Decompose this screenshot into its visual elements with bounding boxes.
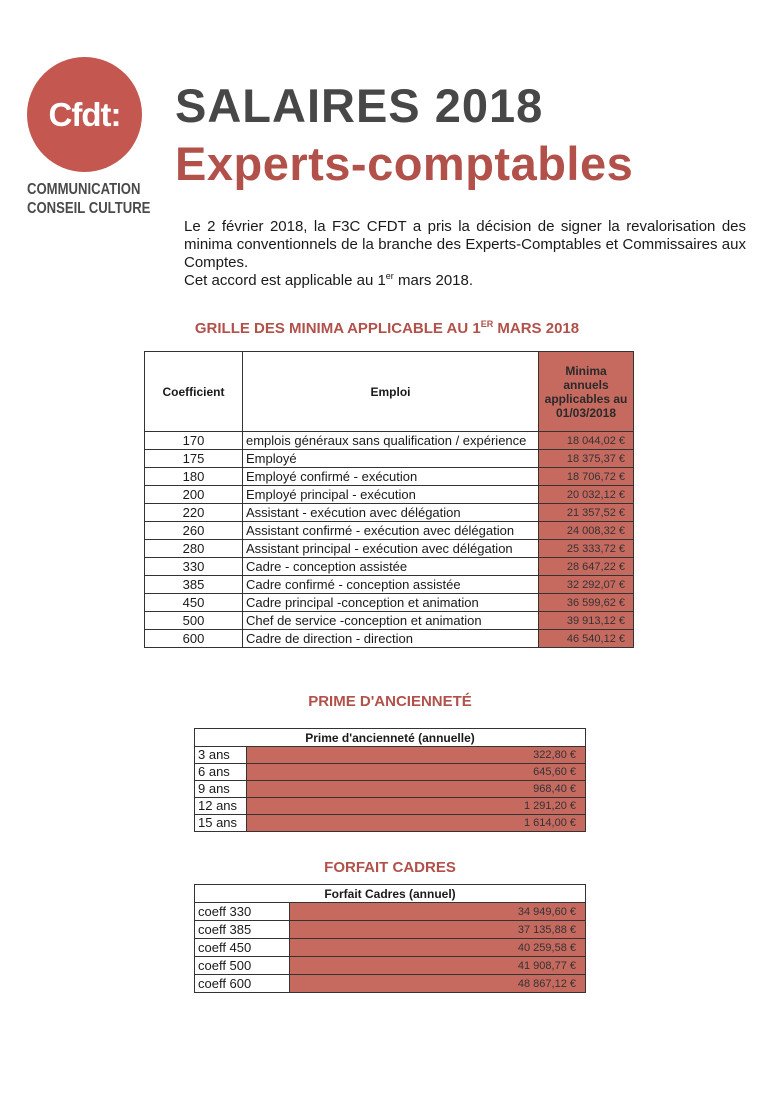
- grille-row: [145, 432, 634, 450]
- grille-row: [145, 468, 634, 486]
- emploi-cell: Assistant confirmé - exécution avec délégation: [243, 522, 539, 540]
- applicable-prefix: Cet accord est applicable au 1: [184, 272, 386, 289]
- prime-row: [195, 781, 586, 798]
- forfait-row: [195, 903, 586, 921]
- grille-title-suffix: MARS 2018: [493, 320, 580, 337]
- logo-text: Cfdt:: [48, 95, 121, 133]
- minima-cell: 21 357,52 €: [539, 504, 634, 522]
- minima-cell: 32 292,07 €: [539, 576, 634, 594]
- forfait-header: Forfait Cadres (annuel): [195, 885, 586, 903]
- grille-table: [144, 351, 634, 648]
- minima-cell: 18 044,02 €: [539, 432, 634, 450]
- grille-row: [145, 504, 634, 522]
- grille-title: [144, 320, 630, 337]
- coefficient-cell: 450: [145, 594, 243, 612]
- emploi-cell: Cadre confirmé - conception assistée: [243, 576, 539, 594]
- grille-body: [145, 432, 634, 648]
- prime-label-cell: 12 ans: [195, 798, 247, 815]
- prime-value-cell: 322,80 €: [247, 747, 586, 764]
- prime-label-cell: 6 ans: [195, 764, 247, 781]
- grille-title-prefix: GRILLE DES MINIMA APPLICABLE AU 1: [194, 320, 481, 337]
- forfait-value-cell: 48 867,12 €: [290, 975, 586, 993]
- prime-value-cell: 1 291,20 €: [247, 798, 586, 815]
- grille-row: [145, 612, 634, 630]
- emploi-cell: emplois généraux sans qualification / expérience: [243, 432, 539, 450]
- coefficient-cell: 330: [145, 558, 243, 576]
- applicable-suffix: mars 2018.: [393, 272, 474, 289]
- emploi-cell: Employé confirmé - exécution: [243, 468, 539, 486]
- forfait-label-cell: coeff 600: [195, 975, 290, 993]
- logo-subtitle-line1: COMMUNICATION: [27, 181, 141, 198]
- forfait-value-cell: 40 259,58 €: [290, 939, 586, 957]
- minima-cell: 18 375,37 €: [539, 450, 634, 468]
- forfait-value-cell: 41 908,77 €: [290, 957, 586, 975]
- intro-text: [184, 218, 746, 290]
- prime-label-cell: 3 ans: [195, 747, 247, 764]
- coefficient-cell: 280: [145, 540, 243, 558]
- prime-header: Prime d'ancienneté (annuelle): [195, 729, 586, 747]
- emploi-cell: Cadre - conception assistée: [243, 558, 539, 576]
- emploi-cell: Cadre de direction - direction: [243, 630, 539, 648]
- emploi-cell: Chef de service -conception et animation: [243, 612, 539, 630]
- coefficient-cell: 180: [145, 468, 243, 486]
- forfait-value-cell: 34 949,60 €: [290, 903, 586, 921]
- header-emploi: Emploi: [243, 352, 539, 432]
- minima-cell: 24 008,32 €: [539, 522, 634, 540]
- page-title: SALAIRES 2018: [175, 79, 544, 132]
- prime-row: [195, 815, 586, 832]
- forfait-row: [195, 975, 586, 993]
- minima-cell: 20 032,12 €: [539, 486, 634, 504]
- grille-row: [145, 540, 634, 558]
- prime-value-cell: 645,60 €: [247, 764, 586, 781]
- forfait-value-cell: 37 135,88 €: [290, 921, 586, 939]
- grille-row: [145, 594, 634, 612]
- prime-row: [195, 798, 586, 815]
- minima-cell: 18 706,72 €: [539, 468, 634, 486]
- forfait-row: [195, 957, 586, 975]
- coefficient-cell: 220: [145, 504, 243, 522]
- intro-paragraph: Le 2 février 2018, la F3C CFDT a pris la décision de signer la revalorisation des minima conventionnels de la branche des Experts-Comptables et Commissaires aux Comptes.: [184, 218, 746, 271]
- coefficient-cell: 170: [145, 432, 243, 450]
- forfait-label-cell: coeff 450: [195, 939, 290, 957]
- coefficient-cell: 600: [145, 630, 243, 648]
- minima-cell: 25 333,72 €: [539, 540, 634, 558]
- minima-cell: 39 913,12 €: [539, 612, 634, 630]
- grille-row: [145, 450, 634, 468]
- minima-cell: 46 540,12 €: [539, 630, 634, 648]
- emploi-cell: Cadre principal -conception et animation: [243, 594, 539, 612]
- cfdt-logo: [27, 57, 142, 172]
- grille-title-sup: ER: [480, 319, 494, 329]
- page-subtitle: Experts-comptables: [175, 137, 634, 190]
- prime-row: [195, 747, 586, 764]
- prime-body: [195, 747, 586, 832]
- prime-value-cell: 968,40 €: [247, 781, 586, 798]
- coefficient-cell: 260: [145, 522, 243, 540]
- forfait-label-cell: coeff 500: [195, 957, 290, 975]
- grille-row: [145, 630, 634, 648]
- logo-subtitle-line2: CONSEIL CULTURE: [27, 200, 151, 217]
- coefficient-cell: 385: [145, 576, 243, 594]
- coefficient-cell: 500: [145, 612, 243, 630]
- minima-cell: 28 647,22 €: [539, 558, 634, 576]
- prime-table: [194, 728, 586, 832]
- grille-row: [145, 486, 634, 504]
- forfait-label-cell: coeff 385: [195, 921, 290, 939]
- emploi-cell: Employé principal - exécution: [243, 486, 539, 504]
- header-coefficient: Coefficient: [145, 352, 243, 432]
- coefficient-cell: 200: [145, 486, 243, 504]
- forfait-row: [195, 939, 586, 957]
- forfait-row: [195, 921, 586, 939]
- forfait-body: [195, 903, 586, 993]
- minima-cell: 36 599,62 €: [539, 594, 634, 612]
- forfait-label-cell: coeff 330: [195, 903, 290, 921]
- header-minima: Minima annuels applicables au 01/03/2018: [539, 352, 634, 432]
- grille-row: [145, 522, 634, 540]
- grille-row: [145, 576, 634, 594]
- prime-label-cell: 9 ans: [195, 781, 247, 798]
- forfait-title: FORFAIT CADRES: [324, 859, 456, 876]
- prime-title: PRIME D'ANCIENNETÉ: [308, 693, 472, 710]
- coefficient-cell: 175: [145, 450, 243, 468]
- grille-row: [145, 558, 634, 576]
- prime-label-cell: 15 ans: [195, 815, 247, 832]
- prime-value-cell: 1 614,00 €: [247, 815, 586, 832]
- applicable-sup: er: [385, 271, 394, 281]
- emploi-cell: Employé: [243, 450, 539, 468]
- prime-row: [195, 764, 586, 781]
- emploi-cell: Assistant principal - exécution avec délégation: [243, 540, 539, 558]
- intro-applicable: [184, 272, 746, 290]
- emploi-cell: Assistant - exécution avec délégation: [243, 504, 539, 522]
- forfait-table: [194, 884, 586, 993]
- logo-subtitle: [27, 180, 158, 218]
